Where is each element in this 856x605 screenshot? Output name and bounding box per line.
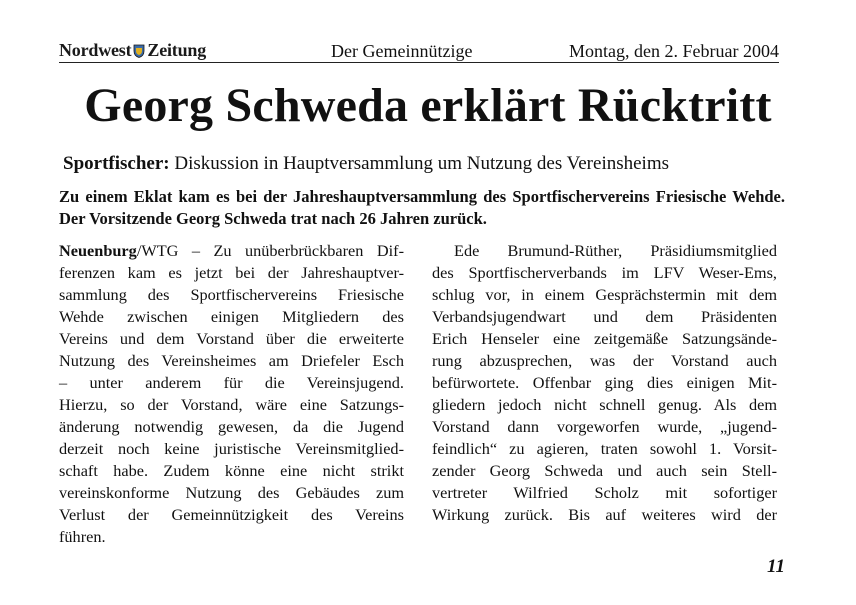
column-line: befürwortete. Offenbar ging dies einigen Mit-: [432, 373, 777, 392]
column-line: führen.: [59, 527, 106, 546]
column-line: Nutzung des Vereinsheimes am Driefeler Esch: [59, 351, 404, 370]
column-line: vereinskonforme Nutzung des Gebäudes zum: [59, 483, 404, 502]
page-header: [59, 40, 779, 63]
column-line: sammlung des Sportfischervereins Friesische: [59, 285, 404, 304]
article-column-left: [59, 240, 404, 548]
dateline-place: Neuenburg: [59, 241, 137, 260]
article-column-right: [432, 240, 777, 526]
masthead-right-text: Zeitung: [147, 40, 207, 60]
column-line: Hierzu, so der Vorstand, wäre eine Satzungs-: [59, 395, 404, 414]
column-line: derzeit noch keine juristische Vereinsmitglied-: [59, 439, 404, 458]
column-line: [59, 240, 404, 262]
article-subheadline: [63, 153, 669, 175]
column-line: Vereins und dem Vorstand über die erweiterte: [59, 329, 404, 348]
column-line: Vorstand dann vorgeworfen wurde, „jugend-: [432, 417, 777, 436]
column-line: feindlich“ zu agieren, traten sowohl 1. Vorsit-: [432, 439, 777, 458]
column-line: des Sportfischerverbands im LFV Weser-Ems,: [432, 263, 777, 282]
column-line: vertreter Wilfried Scholz mit sofortiger: [432, 483, 777, 502]
column-line: Wirkung zurück. Bis auf weiteres wird der: [432, 505, 777, 524]
issue-date: Montag, den 2. Februar 2004: [569, 41, 779, 61]
column-line: Verbandsjugendwart und dem Präsidenten: [432, 307, 777, 326]
column-line: zender Georg Schweda und auch sein Stell-: [432, 461, 777, 480]
section-title: Der Gemeinnützige: [331, 41, 473, 61]
column-line: Verlust der Gemeinnützigkeit des Vereins: [59, 505, 404, 524]
column-line: schaft habe. Zudem könne eine nicht strikt: [59, 461, 404, 480]
newspaper-masthead: [59, 40, 206, 61]
crest-icon: [133, 44, 145, 58]
subheadline-kicker: Sportfischer:: [63, 153, 170, 174]
column-line-text: /WTG – Zu unüberbrückbaren Dif-: [136, 241, 404, 260]
subheadline-text: Diskussion in Hauptversammlung um Nutzung des Vereinsheims: [169, 153, 670, 174]
column-line: schlug vor, in einem Gesprächstermin mit dem: [432, 285, 777, 304]
column-line: Wehde zwischen einigen Mitgliedern des: [59, 307, 404, 326]
column-line: rung abzusprechen, was der Vorstand auch: [432, 351, 777, 370]
column-line: – unter anderem für die Vereinsjugend.: [59, 373, 404, 392]
article-headline: Georg Schweda erklärt Rücktritt: [84, 79, 772, 132]
column-line: gliedern jedoch nicht schnell genug. Als dem: [432, 395, 777, 414]
column-line: änderung notwendig gewesen, da die Jugend: [59, 417, 404, 436]
column-line: Ede Brumund-Rüther, Präsidiumsmitglied: [454, 241, 777, 260]
article-lead: Zu einem Eklat kam es bei der Jahreshauptversammlung des Sportfischervereins Friesische Wehde. Der Vorsitzende Georg Schweda trat nach 26 Jahren zurück.: [59, 187, 785, 228]
page-number: 11: [767, 556, 785, 577]
column-line: Erich Henseler eine zeitgemäße Satzungsände-: [432, 329, 777, 348]
masthead-left-text: Nordwest: [59, 40, 132, 60]
column-line: ferenzen kam es jetzt bei der Jahreshauptver-: [59, 263, 404, 282]
